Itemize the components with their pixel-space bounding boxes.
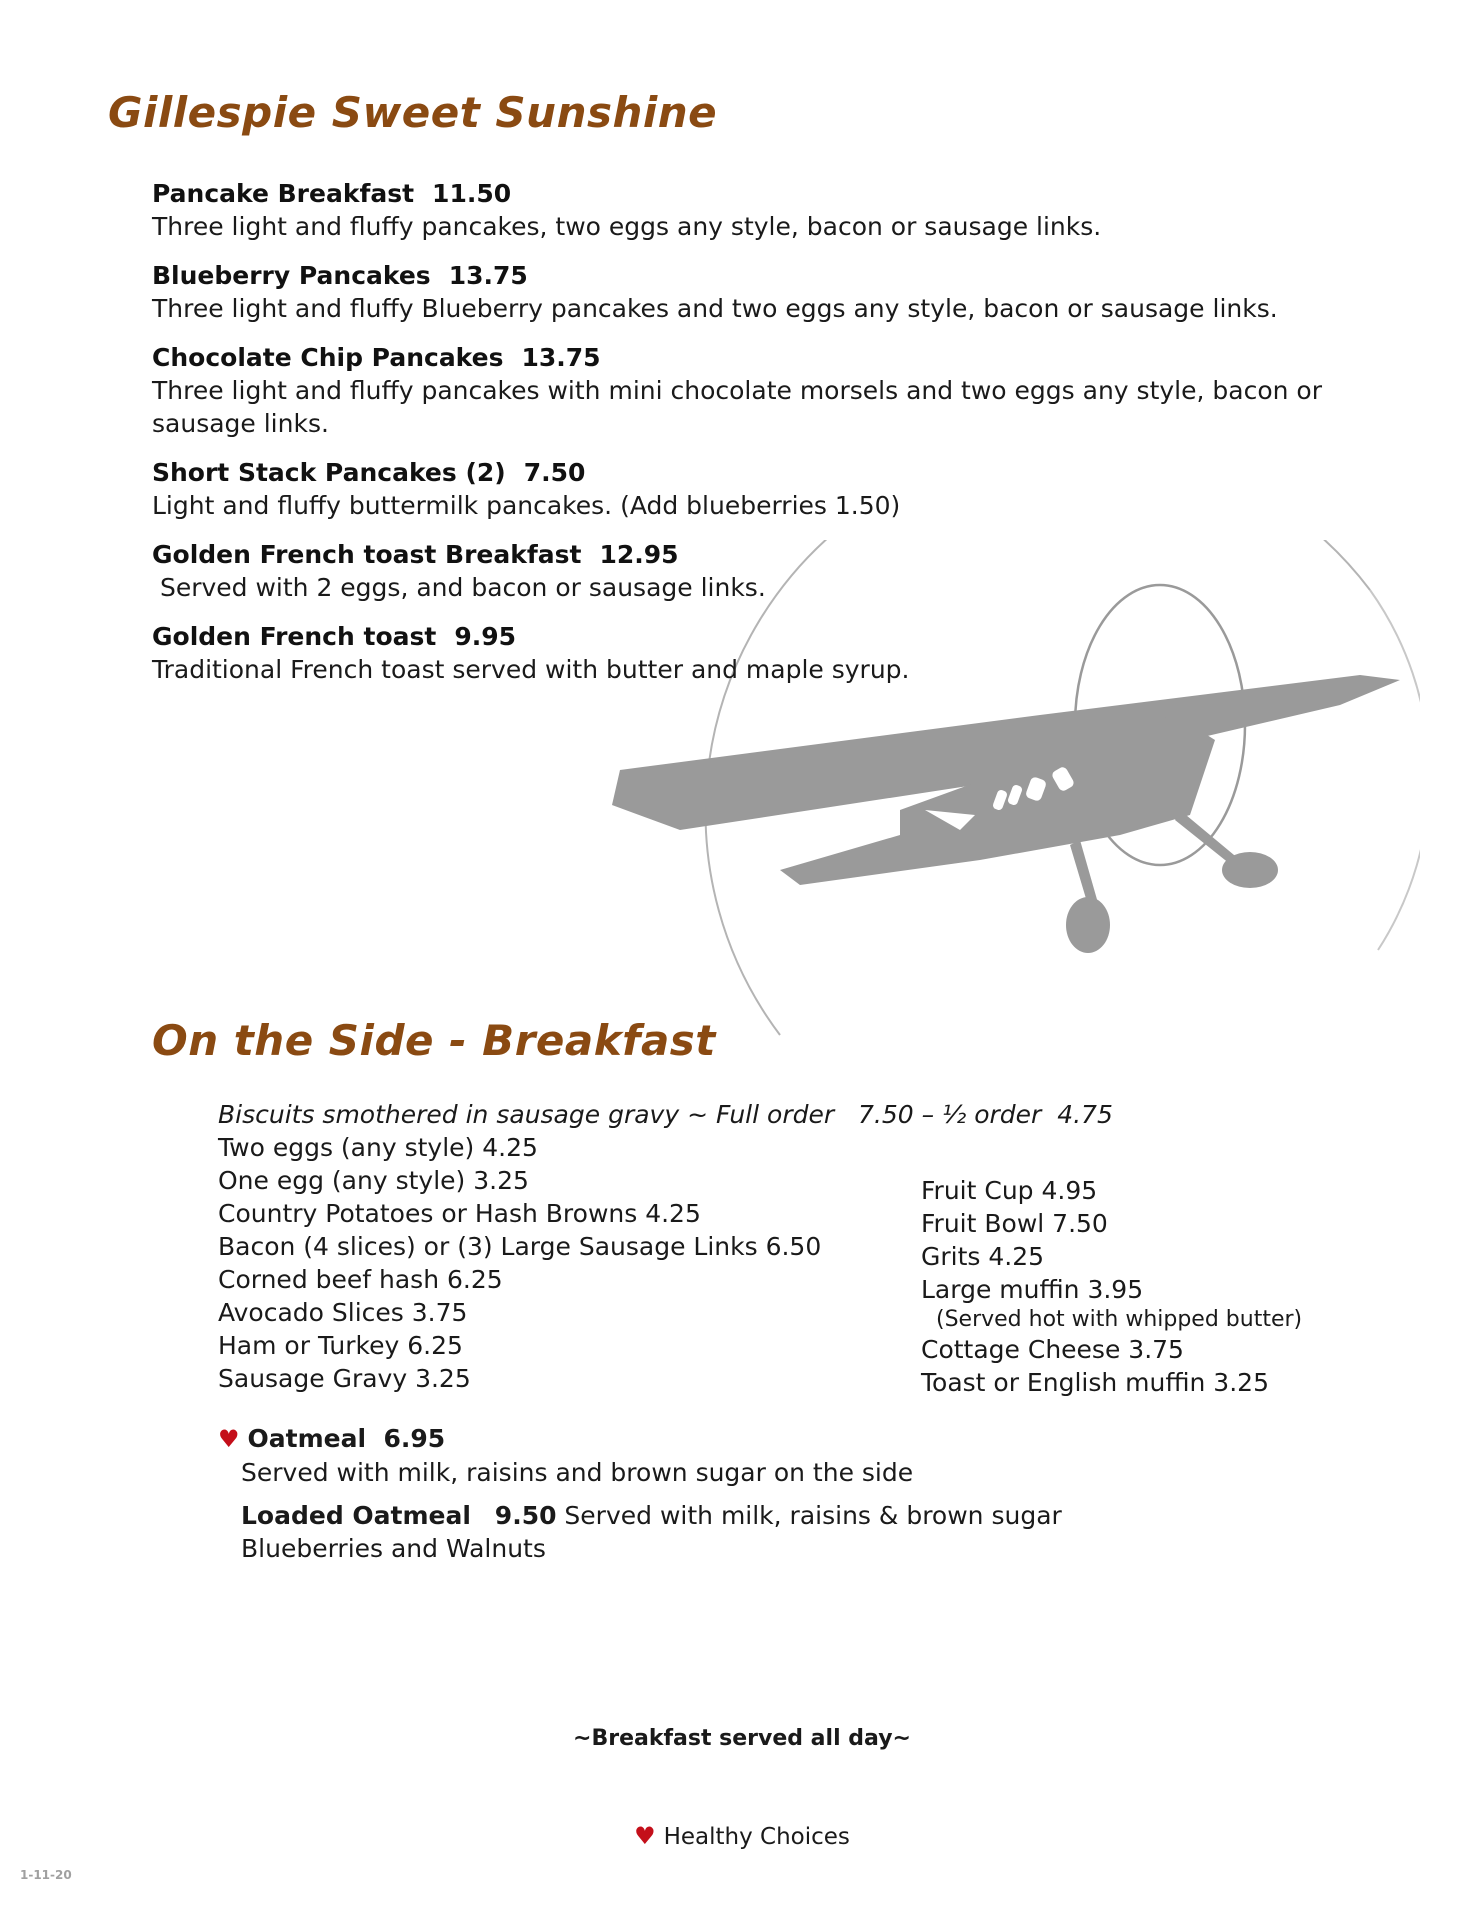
item-name: Blueberry Pancakes — [152, 261, 431, 290]
side-item: Large muffin 3.95 — [921, 1275, 1144, 1304]
loaded-oatmeal-description: Served with milk, raisins & brown sugar — [556, 1501, 1062, 1530]
side-item: Fruit Cup 4.95 — [921, 1176, 1098, 1205]
menu-item — [152, 178, 1352, 243]
item-price: 9.95 — [454, 622, 517, 651]
item-price: 12.95 — [599, 540, 679, 569]
sides-list-right — [921, 1174, 1302, 1399]
side-item: Avocado Slices 3.75 — [218, 1298, 468, 1327]
side-item: Fruit Bowl 7.50 — [921, 1209, 1108, 1238]
revision-code: 1-11-20 — [20, 1868, 72, 1882]
item-name: Golden French toast — [152, 622, 437, 651]
oatmeal-block — [218, 1422, 1062, 1565]
menu-item — [152, 457, 1352, 522]
menu-item — [152, 342, 1352, 440]
healthy-choices-label: Healthy Choices — [663, 1824, 850, 1850]
menu-item — [152, 260, 1352, 325]
loaded-oatmeal-name: Loaded Oatmeal — [241, 1501, 471, 1530]
side-item: Grits 4.25 — [921, 1242, 1045, 1271]
side-item: One egg (any style) 3.25 — [218, 1166, 529, 1195]
oatmeal-description: Served with milk, raisins and brown sugar on the side — [241, 1458, 914, 1487]
loaded-oatmeal — [218, 1499, 1062, 1565]
item-description: Traditional French toast served with butter and maple syrup. — [152, 655, 910, 684]
oatmeal-name: Oatmeal — [247, 1424, 367, 1453]
side-item: Cottage Cheese 3.75 — [921, 1335, 1184, 1364]
side-item: Toast or English muffin 3.25 — [921, 1368, 1269, 1397]
loaded-oatmeal-toppings: Blueberries and Walnuts — [241, 1534, 546, 1563]
heart-icon: ♥ — [634, 1822, 656, 1850]
item-description: Three light and fluffy Blueberry pancakes and two eggs any style, bacon or sausage links. — [152, 294, 1278, 323]
breakfast-item-list — [152, 178, 1352, 703]
sides-list-left — [218, 1131, 821, 1395]
healthy-choices-legend — [0, 1822, 1484, 1850]
loaded-oatmeal-price: 9.50 — [494, 1501, 557, 1530]
item-price: 7.50 — [523, 458, 586, 487]
page-title: Gillespie Sweet Sunshine — [108, 88, 718, 137]
side-item: Sausage Gravy 3.25 — [218, 1364, 471, 1393]
item-description: Served with 2 eggs, and bacon or sausage links. — [152, 573, 766, 602]
side-item: Corned beef hash 6.25 — [218, 1265, 503, 1294]
item-description: Three light and fluffy pancakes with mini chocolate morsels and two eggs any style, bacon or sausage links. — [152, 376, 1322, 438]
side-item-note: (Served hot with whipped butter) — [936, 1307, 1303, 1332]
item-description: Light and fluffy buttermilk pancakes. (Add blueberries 1.50) — [152, 491, 901, 520]
section-title-sides: On the Side - Breakfast — [152, 1016, 716, 1065]
item-name: Short Stack Pancakes (2) — [152, 458, 506, 487]
side-item: Bacon (4 slices) or (3) Large Sausage Links 6.50 — [218, 1232, 822, 1261]
item-price: 13.75 — [521, 343, 601, 372]
menu-item — [152, 539, 1352, 604]
side-item: Two eggs (any style) 4.25 — [218, 1133, 538, 1162]
item-name: Chocolate Chip Pancakes — [152, 343, 504, 372]
menu-item — [152, 621, 1352, 686]
item-description: Three light and fluffy pancakes, two eggs any style, bacon or sausage links. — [152, 212, 1102, 241]
biscuits-line: Biscuits smothered in sausage gravy ~ Full order 7.50 – ½ order 4.75 — [218, 1100, 1113, 1129]
item-price: 13.75 — [448, 261, 528, 290]
item-name: Golden French toast Breakfast — [152, 540, 582, 569]
oatmeal-price: 6.95 — [383, 1424, 446, 1453]
side-item: Ham or Turkey 6.25 — [218, 1331, 463, 1360]
heart-icon: ♥ — [218, 1425, 240, 1453]
item-price: 11.50 — [432, 179, 512, 208]
item-name: Pancake Breakfast — [152, 179, 415, 208]
side-item: Country Potatoes or Hash Browns 4.25 — [218, 1199, 701, 1228]
breakfast-all-day-note: ~Breakfast served all day~ — [573, 1726, 911, 1751]
